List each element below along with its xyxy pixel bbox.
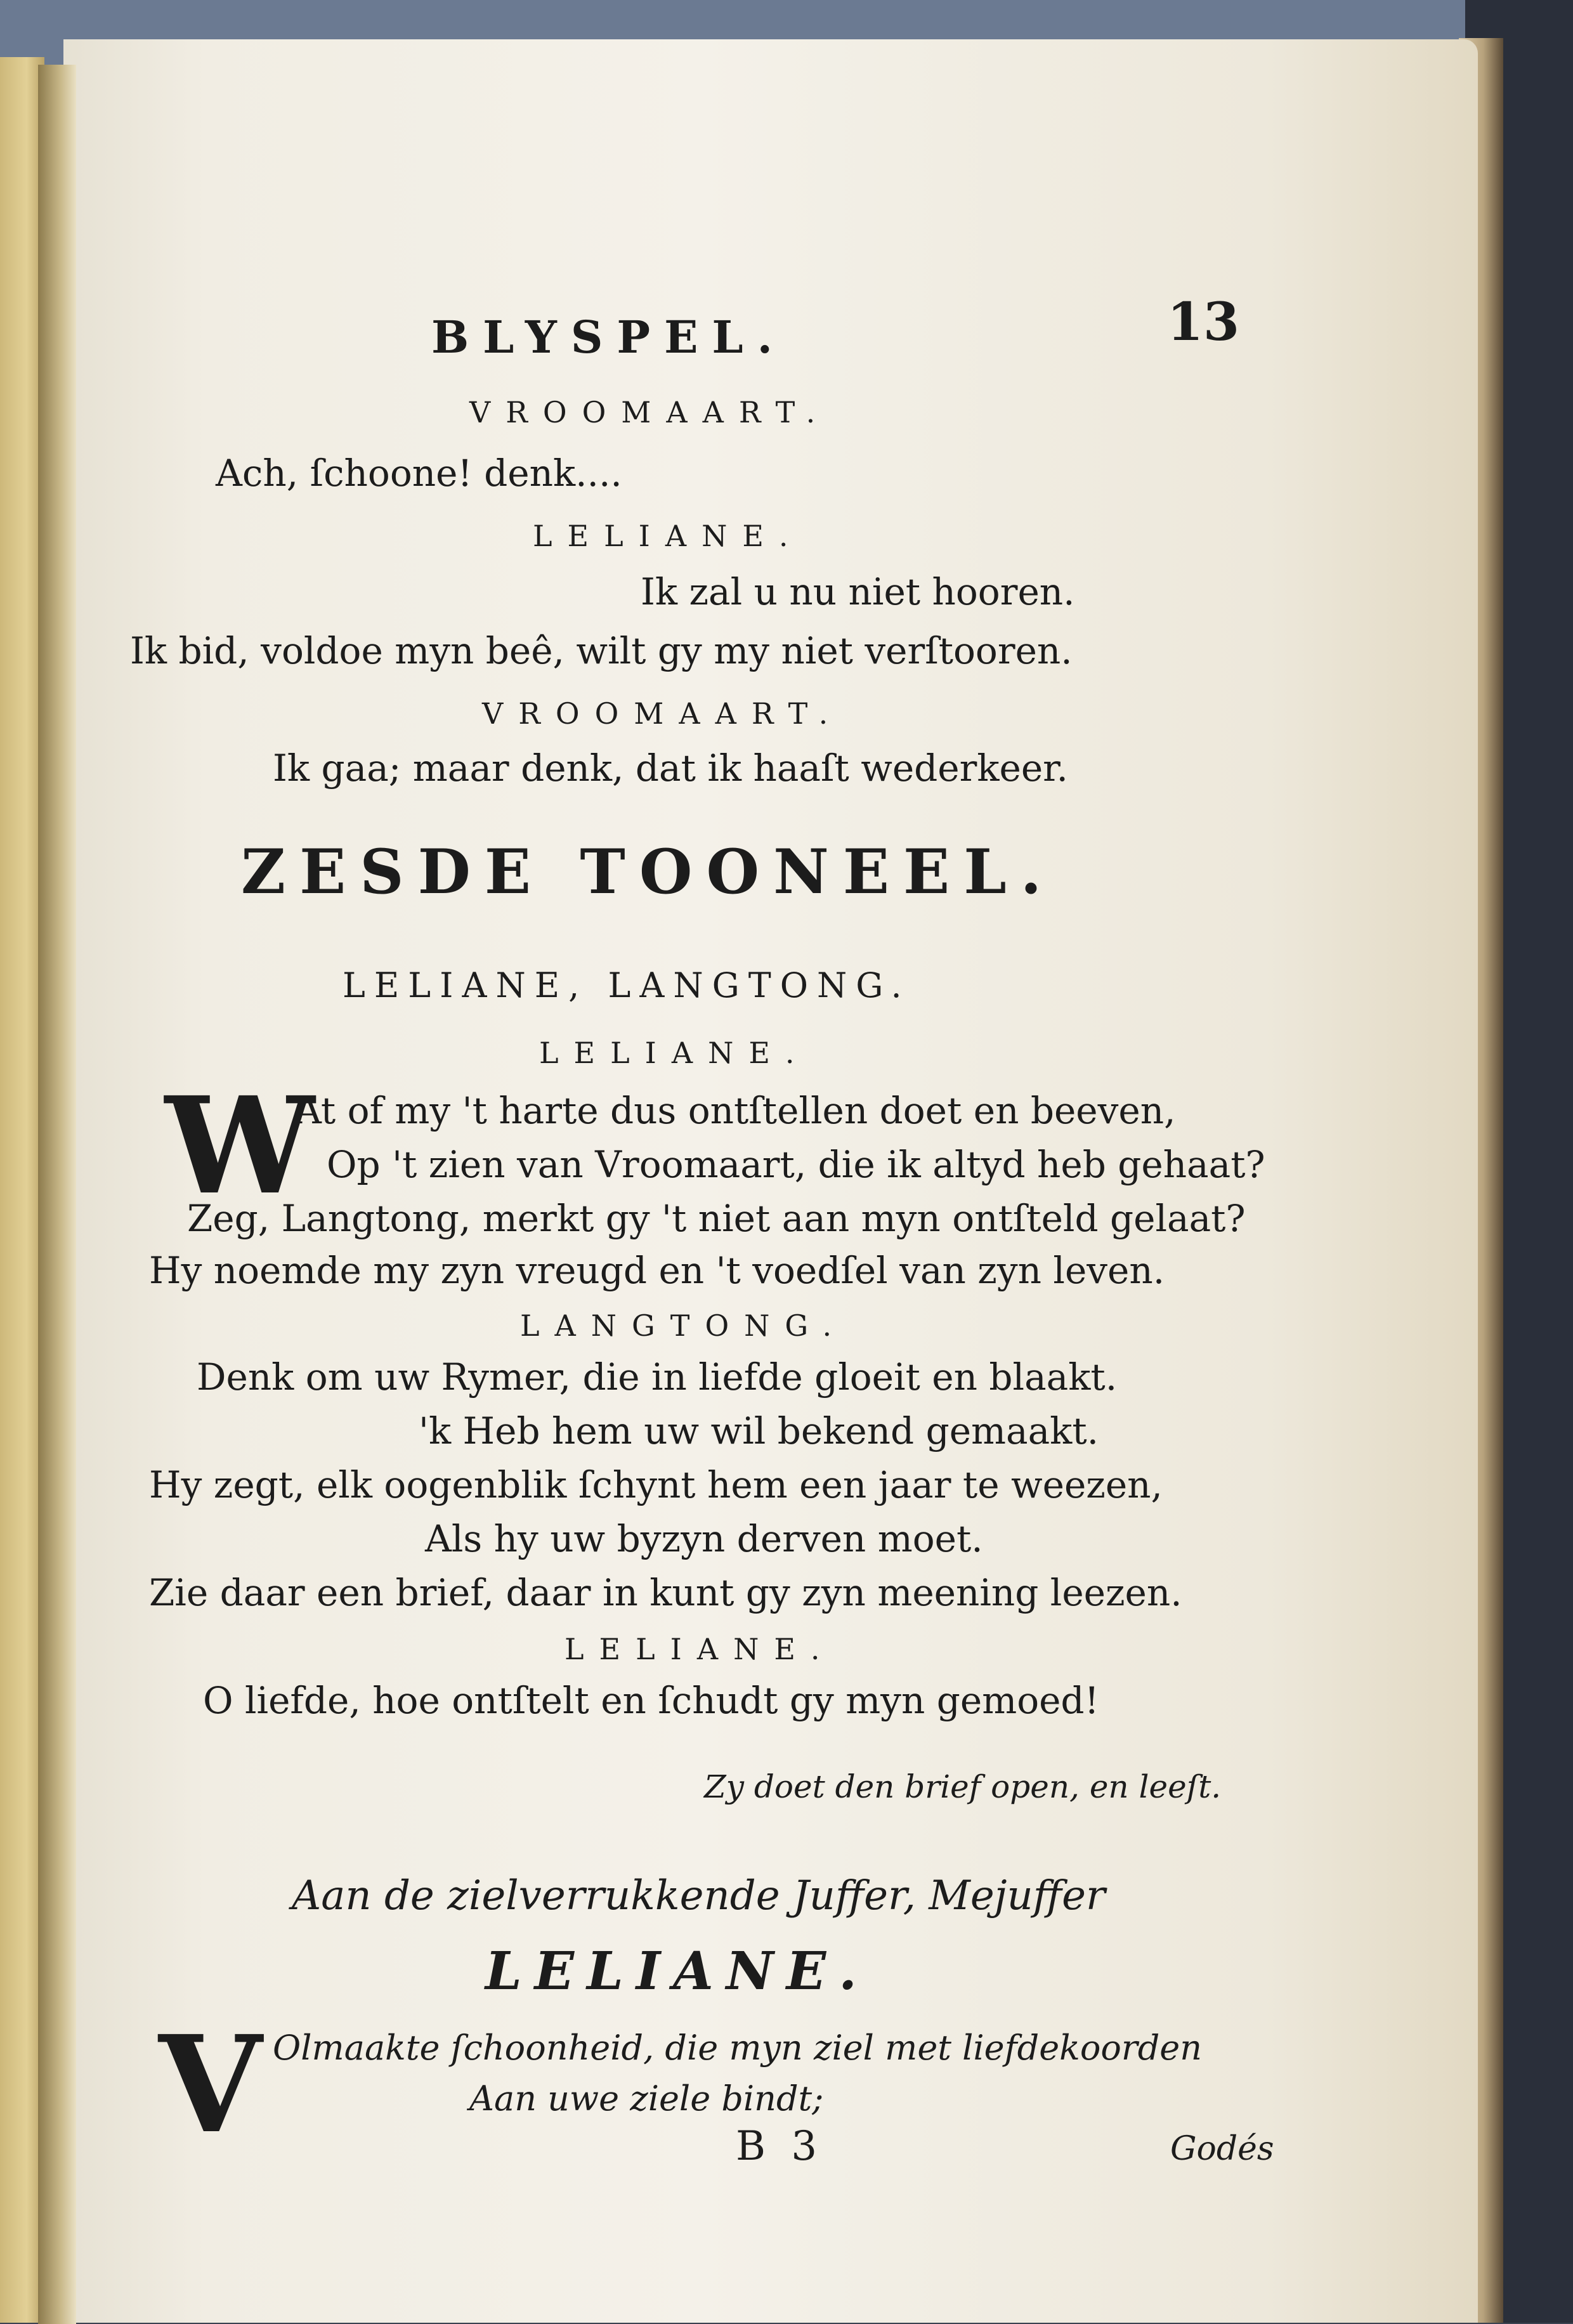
- page-gutter: [38, 65, 76, 2324]
- scene-title: ZESDE TOONEEL.: [241, 836, 1056, 908]
- verse-line: Hy zegt, elk oogenblik ſchynt hem een jaar te weezen,: [149, 1463, 1163, 1506]
- verse-line: Ik bid, voldoe myn beê, wilt gy my niet verſtooren.: [130, 629, 1073, 672]
- verse-line: 'k Heb hem uw wil bekend gemaakt.: [419, 1409, 1099, 1452]
- letter-addressee: LELIANE.: [485, 1941, 870, 2002]
- verse-line: At of my 't harte dus ontſtellen doet en beeven,: [295, 1089, 1176, 1132]
- speaker-label: LELIANE.: [539, 1036, 810, 1070]
- letter-line: Olmaakte ſchoonheid, die myn ziel met liefdekoorden: [273, 2028, 1203, 2068]
- letter-line: Aan uwe ziele bindt;: [469, 2079, 824, 2118]
- drop-cap-v: V: [159, 2006, 262, 2163]
- speaker-label: LANGTONG.: [520, 1309, 847, 1343]
- cast-list: LELIANE, LANGTONG.: [343, 965, 911, 1005]
- speaker-label: LELIANE.: [565, 1632, 835, 1666]
- verse-line: O liefde, hoe ontſtelt en ſchudt gy myn gemoed!: [203, 1679, 1099, 1722]
- page-number: 13: [1167, 292, 1240, 353]
- running-head: BLYSPEL.: [431, 311, 787, 363]
- letter-address: Aan de zielverrukkende Juffer, Mejuffer: [292, 1872, 1106, 1919]
- speaker-label: VROOMAART.: [482, 696, 844, 731]
- verse-line: Ik zal u nu niet hooren.: [641, 570, 1075, 613]
- speaker-label: LELIANE.: [533, 519, 804, 553]
- drop-cap-w: W: [165, 1067, 315, 1224]
- verse-line: Ik gaa; maar denk, dat ik haaſt wederkeer.: [273, 747, 1068, 790]
- verse-line: Zeg, Langtong, merkt gy 't niet aan myn ontſteld gelaat?: [187, 1197, 1246, 1240]
- stage-direction: Zy doet den brief open, en leeſt.: [704, 1768, 1222, 1805]
- verse-line: Hy noemde my zyn vreugd en 't voedſel van zyn leven.: [149, 1249, 1165, 1292]
- verse-line: Ach, ſchoone! denk....: [216, 452, 622, 495]
- speaker-label: VROOMAART.: [469, 395, 831, 429]
- book-page: [63, 39, 1478, 2323]
- verse-line: Denk om uw Rymer, die in liefde gloeit en blaakt.: [197, 1355, 1118, 1399]
- signature-mark: B 3: [736, 2123, 824, 2170]
- verse-line: Zie daar een brief, daar in kunt gy zyn meening leezen.: [149, 1571, 1182, 1614]
- verse-line: Als hy uw byzyn derven moet.: [425, 1517, 983, 1560]
- catchword: Godés: [1170, 2130, 1274, 2168]
- verse-line: Op 't zien van Vroomaart, die ik altyd heb gehaat?: [327, 1143, 1265, 1186]
